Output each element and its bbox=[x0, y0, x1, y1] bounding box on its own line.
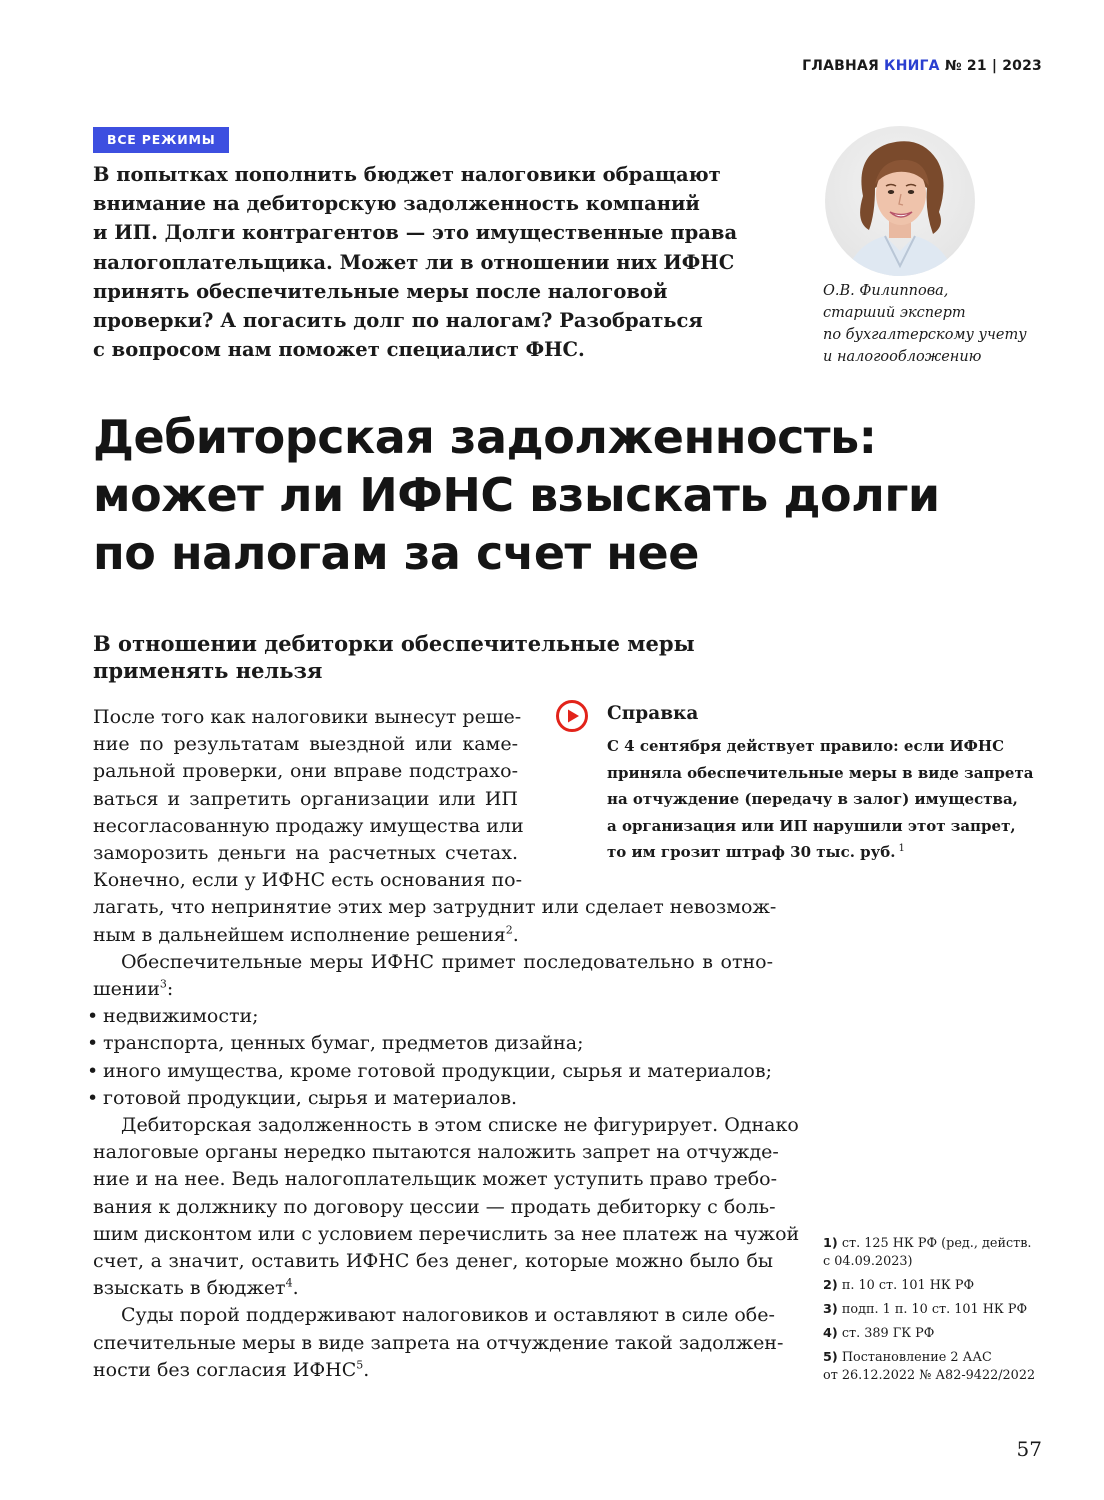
masthead bbox=[802, 58, 1042, 74]
footnote-text: п. 10 ст. 101 НК РФ bbox=[841, 1278, 975, 1293]
body-text: ности без согласия ИФНС bbox=[93, 1358, 357, 1381]
body-line: После того как налоговики вынесут реше- bbox=[93, 706, 522, 728]
body-line: счет, а значит, оставить ИФНС без денег, которые можно было бы bbox=[93, 1250, 773, 1273]
brand-kniga: КНИГА bbox=[884, 58, 940, 74]
body-line: Конечно, если у ИФНС есть основания по- bbox=[93, 869, 523, 892]
lead-line: внимание на дебиторскую задолженность компаний bbox=[93, 192, 700, 216]
footnote-number: 2) bbox=[823, 1278, 838, 1293]
brand-main: ГЛАВНАЯ bbox=[802, 58, 879, 74]
footnote-item bbox=[823, 1301, 1063, 1319]
author-role-line: и налогообложению bbox=[823, 349, 982, 365]
author-portrait-icon bbox=[825, 126, 975, 276]
footnote-ref[interactable]: 3 bbox=[159, 977, 167, 991]
lead-line: принять обеспечительные меры после налоговой bbox=[93, 279, 668, 303]
note-text bbox=[607, 733, 1047, 866]
footnote-item bbox=[823, 1325, 1063, 1343]
title-line: может ли ИФНС взыскать долги bbox=[93, 468, 940, 522]
note-line: С 4 сентября действует правило: если ИФНС bbox=[607, 737, 1005, 755]
note-line bbox=[607, 839, 1047, 866]
author-caption bbox=[823, 280, 1053, 368]
footnote-text: Постановление 2 ААС bbox=[841, 1350, 992, 1365]
body-line: Дебиторская задолженность в этом списке не фигурирует. Однако bbox=[121, 1114, 799, 1137]
body-line: Суды порой поддерживают налоговиков и оставляют в силе обе- bbox=[121, 1304, 775, 1327]
subhead-line: В отношении дебиторки обеспечительные меры bbox=[93, 631, 695, 656]
note-title: Справка bbox=[607, 703, 699, 724]
subhead-line: применять нельзя bbox=[93, 658, 323, 683]
article-title bbox=[93, 408, 1053, 582]
bullet-item: • иного имущества, кроме готовой продукции, сырья и материалов; bbox=[93, 1058, 783, 1085]
author-name: О.В. Филиппова, bbox=[823, 283, 949, 299]
bullet-item: • транспорта, ценных бумаг, предметов дизайна; bbox=[93, 1030, 783, 1057]
title-line: Дебиторская задолженность: bbox=[93, 410, 877, 464]
body-text: шении bbox=[93, 978, 160, 1001]
note-line: на отчуждение (передачу в залог) имущества, bbox=[607, 790, 1018, 809]
body-line bbox=[93, 1357, 783, 1384]
body-line: лагать, что непринятие этих мер затруднит или сделает невозмож- bbox=[93, 896, 777, 919]
footnote-text: ст. 125 НК РФ (ред., действ. bbox=[841, 1236, 1032, 1251]
title-line: по налогам за счет нее bbox=[93, 526, 699, 580]
body-line bbox=[93, 1275, 783, 1302]
lead-line: проверки? А погасить долг по налогам? Разобраться bbox=[93, 309, 703, 333]
body-line: ральной проверки, они вправе подстрахо- bbox=[93, 760, 518, 783]
body-line: несогласованную продажу имущества или bbox=[93, 814, 524, 837]
category-tag: ВСЕ РЕЖИМЫ bbox=[93, 127, 229, 153]
body-line: вания к должнику по договору цессии — продать дебиторку с боль- bbox=[93, 1195, 776, 1218]
author-photo bbox=[825, 126, 975, 276]
footnote-ref[interactable]: 2 bbox=[505, 923, 513, 937]
body-line: ние и на нее. Ведь налогоплательщик может уступить право требо- bbox=[93, 1168, 777, 1191]
body-line: заморозить деньги на расчетных счетах. bbox=[93, 842, 518, 865]
bullet-item: • недвижимости; bbox=[93, 1003, 783, 1030]
footnote-text: ст. 389 ГК РФ bbox=[841, 1326, 935, 1341]
note-line: а организация или ИП нарушили этот запрет, bbox=[607, 816, 1016, 835]
play-circle-icon bbox=[555, 699, 589, 733]
footnote-item bbox=[823, 1235, 1063, 1271]
footnote-number: 3) bbox=[823, 1302, 838, 1317]
note-line: приняла обеспечительные меры в виде запрета bbox=[607, 763, 1034, 782]
body-line: ние по результатам выездной или каме- bbox=[93, 733, 518, 756]
lead-line: В попытках пополнить бюджет налоговики обращают bbox=[93, 163, 721, 186]
author-role-line: по бухгалтерскому учету bbox=[823, 327, 1027, 343]
footnote-item bbox=[823, 1277, 1063, 1295]
footnote-ref[interactable]: 5 bbox=[356, 1358, 364, 1372]
lead-line: налогоплательщика. Может ли в отношении них ИФНС bbox=[93, 250, 735, 274]
body-text: ным в дальнейшем исполнение решения bbox=[93, 923, 506, 946]
page-number: 57 bbox=[1016, 1437, 1042, 1461]
body-line: налоговые органы нередко пытаются наложить запрет на отчужде- bbox=[93, 1141, 779, 1164]
issue-number: № 21 | 2023 bbox=[944, 58, 1042, 74]
footnote-text: подп. 1 п. 10 ст. 101 НК РФ bbox=[841, 1302, 1028, 1317]
body-text: . bbox=[363, 1358, 370, 1381]
footnote-ref[interactable]: 4 bbox=[285, 1276, 293, 1290]
body-line: ваться и запретить организации или ИП bbox=[93, 787, 518, 810]
body-line bbox=[93, 922, 783, 949]
body-text: . bbox=[292, 1277, 299, 1300]
footnote-number: 4) bbox=[823, 1326, 838, 1341]
body-line: спечительные меры в виде запрета на отчуждение такой задолжен- bbox=[93, 1331, 784, 1354]
lead-line: с вопросом нам поможет специалист ФНС. bbox=[93, 338, 585, 362]
footnote-text: с 04.09.2023) bbox=[823, 1254, 913, 1269]
body-line bbox=[93, 976, 783, 1003]
author-role-line: старший эксперт bbox=[823, 305, 966, 321]
footnotes bbox=[823, 1235, 1063, 1391]
footnote-number: 5) bbox=[823, 1350, 838, 1365]
footnote-text: от 26.12.2022 № А82-9422/2022 bbox=[823, 1368, 1036, 1383]
section-subhead bbox=[93, 630, 793, 684]
bullet-item: • готовой продукции, сырья и материалов. bbox=[93, 1085, 783, 1112]
body-line: шим дисконтом или с условием перечислить за нее платеж на чужой bbox=[93, 1222, 800, 1245]
body-line: Обеспечительные меры ИФНС примет последовательно в отно- bbox=[121, 950, 773, 973]
body-text: взыскать в бюджет bbox=[93, 1277, 286, 1300]
footnote-ref[interactable]: 1 bbox=[898, 843, 905, 855]
footnote-number: 1) bbox=[823, 1236, 838, 1251]
note-text-span: то им грозит штраф 30 тыс. руб. bbox=[607, 843, 896, 862]
lead-line: и ИП. Долги контрагентов — это имущественные права bbox=[93, 221, 738, 245]
lead-paragraph bbox=[93, 160, 773, 364]
body-text: . bbox=[512, 923, 519, 946]
body-text: : bbox=[166, 978, 174, 1001]
footnote-item bbox=[823, 1349, 1063, 1385]
